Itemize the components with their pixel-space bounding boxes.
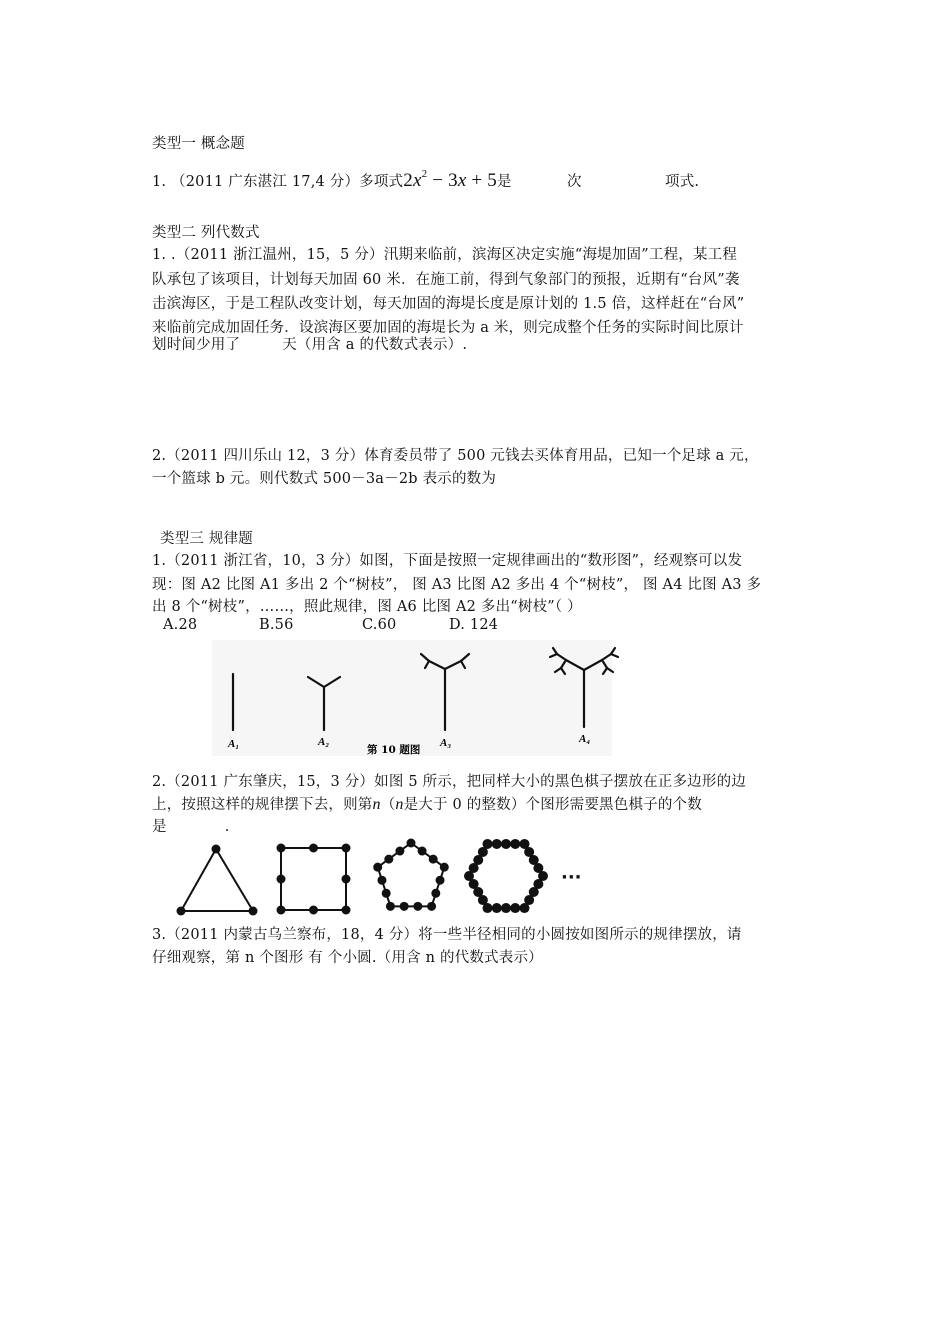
question-line: 1.（2011 浙江省，10，3 分）如图，下面是按照一定规律画出的“数形图”，经观察可以发 — [152, 553, 743, 569]
question-line: 2.（2011 广东肇庆，15，3 分）如图 5 所示，把同样大小的黑色棋子摆放在正多边形的边 — [152, 774, 746, 790]
hexagon-piece — [520, 903, 530, 913]
question-line: 来临前完成加固任务．设滨海区要加固的海堤长为 a 米，则完成整个任务的实际时间比原计 — [152, 320, 744, 336]
pentagon-piece — [418, 847, 427, 856]
option-a: A.28 — [163, 617, 198, 633]
triangle-piece — [249, 907, 258, 916]
pentagon-piece — [384, 855, 393, 864]
section-heading-pattern: 类型三 规律题 — [160, 531, 254, 547]
hexagon-piece — [501, 903, 511, 913]
hexagon-piece — [492, 839, 502, 849]
figure-label-a1: A₁ — [228, 738, 240, 750]
pentagon-piece — [413, 902, 422, 911]
pentagon-piece — [395, 847, 404, 856]
pentagon-piece — [382, 889, 391, 898]
question-line: 上，按照这样的规律摆下去，则第n（n是大于 0 的整数）个图形需要黑色棋子的个数 — [152, 796, 702, 813]
square-piece — [309, 844, 318, 853]
square-piece — [309, 906, 318, 915]
option-d: D. 124 — [449, 617, 499, 633]
pentagon-piece — [429, 855, 438, 864]
pentagon-piece — [440, 863, 449, 872]
question-line: 3.（2011 内蒙古乌兰察布，18，4 分）将一些半径相同的小圆按如图所示的规律摆放，请 — [152, 927, 742, 943]
square-piece — [277, 844, 286, 853]
figure-label-a2: A₂ — [318, 736, 330, 748]
question-line: 仔细观察，第 n 个图形 有 个小圆.（用含 n 的代数式表示） — [152, 950, 543, 966]
question-line: 划时间少用了 天（用含 a 的代数式表示）. — [152, 337, 468, 353]
question-text: 是 — [496, 174, 512, 190]
square-piece — [342, 906, 351, 915]
pentagon-piece — [400, 902, 409, 911]
pentagon-piece — [373, 863, 382, 872]
triangle-shape — [181, 849, 253, 911]
ellipsis: ··· — [561, 867, 582, 888]
answer-blank-degree: 次 — [567, 174, 582, 190]
question-line: 击滨海区，于是工程队改变计划，每天加固的海堤长度是原计划的 1.5 倍，这样赶在“台风” — [152, 296, 745, 312]
pentagon-piece — [427, 902, 436, 911]
triangle-piece — [212, 845, 221, 854]
question-text: 1. （2011 广东湛江 17,4 分）多项式 — [152, 174, 404, 190]
square-piece — [277, 875, 286, 884]
section-heading-concept: 类型一 概念题 — [152, 136, 246, 152]
option-b: B.56 — [259, 617, 294, 633]
figure-label-a4: A₄ — [579, 733, 591, 745]
polynomial-expression: $2x^2 - 3x + 5$ — [403, 168, 497, 191]
answer-blank-terms: 项式. — [665, 174, 700, 190]
pentagon-piece — [386, 902, 395, 911]
question-line: 2.（2011 四川乐山 12，3 分）体育委员带了 500 元钱去买体育用品，已知一个足球 a 元， — [152, 448, 759, 464]
variable-n: n — [372, 796, 381, 813]
pentagon-piece — [431, 889, 440, 898]
pentagon-piece — [436, 876, 445, 885]
section-heading-expression: 类型二 列代数式 — [152, 225, 260, 241]
question-line: 出 8 个“树枝”，……，照此规律，图 A6 比图 A2 多出“树枝”（ ） — [152, 599, 582, 615]
pentagon-piece — [377, 876, 386, 885]
square-piece — [342, 844, 351, 853]
hexagon-piece — [483, 839, 493, 849]
hexagon-piece — [510, 903, 520, 913]
pentagon-piece — [407, 839, 416, 848]
triangle-piece — [177, 907, 186, 916]
question-line: 一个篮球 b 元。则代数式 500－3a－2b 表示的数为 — [152, 471, 497, 487]
question-line: 队承包了该项目，计划每天加固 60 米．在施工前，得到气象部门的预报，近期有“台风”袭 — [152, 272, 740, 288]
question-line: 是 . — [152, 819, 230, 835]
hexagon-piece — [492, 903, 502, 913]
hexagon-piece — [510, 839, 520, 849]
square-shape — [281, 848, 346, 910]
square-piece — [277, 906, 286, 915]
hexagon-piece — [533, 863, 543, 873]
question-line: 现：图 A2 比图 A1 多出 2 个“树枝”， 图 A3 比图 A2 多出 4 个“树枝”， 图 A4 比图 A3 多 — [152, 577, 762, 593]
figure-label-a3: A₃ — [440, 737, 452, 749]
variable-n: n — [395, 796, 404, 813]
option-c: C.60 — [362, 617, 397, 633]
square-piece — [342, 875, 351, 884]
figure-caption: 第 10 题图 — [367, 744, 421, 756]
hexagon-piece — [501, 839, 511, 849]
question-line: 1. .（2011 浙江温州，15，5 分）汛期来临前，滨海区决定实施“海堤加固”工程，某工程 — [152, 247, 738, 263]
